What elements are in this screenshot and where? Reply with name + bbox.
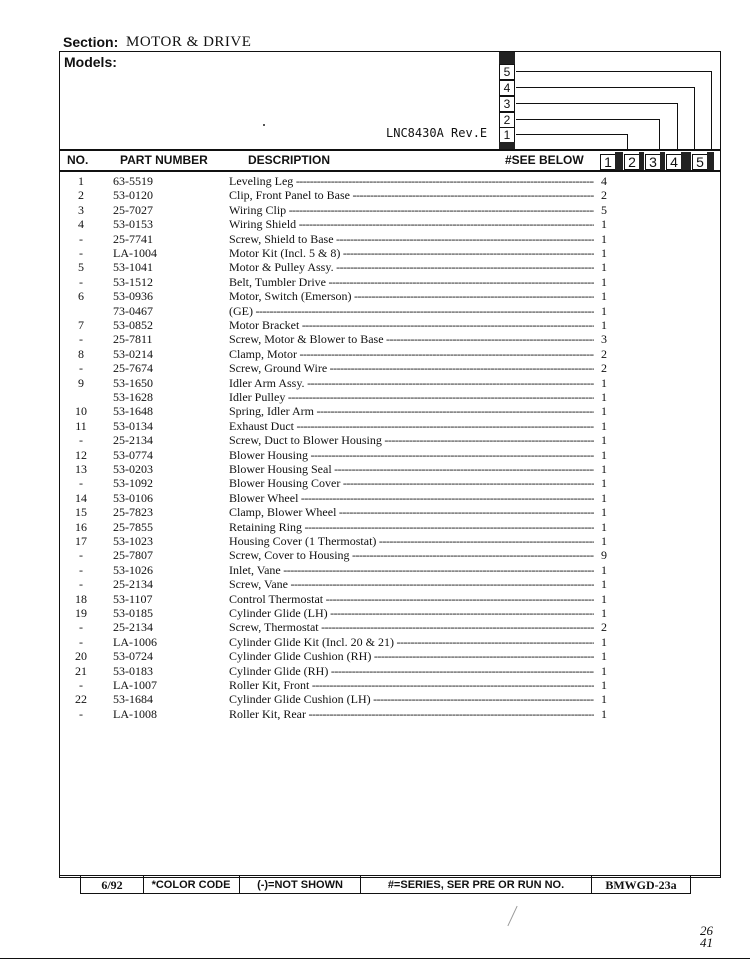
part-quantity: 1 — [601, 217, 607, 232]
table-row — [0, 678, 750, 693]
speck — [263, 124, 265, 126]
part-number: 25-7027 — [113, 202, 153, 217]
table-row — [0, 419, 750, 434]
table-row — [0, 376, 750, 391]
part-quantity: 1 — [601, 246, 607, 260]
part-number: 25-7807 — [113, 548, 153, 563]
row-number: - — [79, 274, 83, 289]
leader-line-5 — [516, 71, 711, 72]
row-number: - — [79, 361, 83, 376]
part-number: 53-1512 — [113, 274, 153, 289]
part-description: Motor, Switch (Emerson) ----- — [229, 289, 594, 304]
row-number: 16 — [75, 519, 87, 534]
row-number: 8 — [78, 346, 84, 361]
part-quantity: 1 — [601, 390, 607, 404]
part-description: Exhaust Duct ----- — [229, 419, 594, 434]
leader-drop-3 — [677, 103, 678, 151]
part-description: Cylinder Glide (RH) ----- — [229, 664, 594, 679]
part-number: 53-0214 — [113, 346, 153, 361]
row-number: - — [79, 476, 83, 491]
part-number: 53-1107 — [113, 591, 153, 606]
part-description: Cylinder Glide (LH) ----- — [229, 606, 594, 621]
part-description: Motor Kit (Incl. 5 & 8) ----- — [229, 246, 594, 261]
part-quantity: 2 — [601, 188, 607, 203]
part-quantity: 9 — [601, 548, 607, 563]
section-label: Section: — [63, 34, 119, 50]
table-row — [0, 174, 750, 189]
table-row — [0, 275, 750, 290]
row-number: 1 — [78, 174, 84, 188]
part-quantity: 1 — [601, 534, 607, 548]
model-column-2: 2 — [624, 154, 640, 170]
part-quantity: 1 — [601, 663, 607, 678]
row-number: 18 — [75, 591, 87, 606]
part-number: 53-0106 — [113, 490, 153, 505]
part-quantity: 1 — [601, 462, 607, 476]
part-number: 53-0774 — [113, 447, 153, 462]
table-row — [0, 318, 750, 333]
part-description: Housing Cover (1 Thermostat) ----- — [229, 534, 594, 549]
part-description: Spring, Idler Arm ----- — [229, 404, 594, 419]
section-title: MOTOR & DRIVE — [126, 34, 252, 50]
part-description: Clip, Front Panel to Base ----- — [229, 188, 594, 203]
table-row — [0, 620, 750, 635]
leader-drop-5 — [711, 71, 712, 151]
leader-line-4 — [516, 87, 694, 88]
footer-date: 6/92 — [80, 876, 144, 894]
part-description: Retaining Ring ----- — [229, 520, 594, 535]
table-row — [0, 260, 750, 275]
part-quantity: 1 — [601, 418, 607, 433]
model-box-4: 4 — [499, 80, 515, 96]
leader-drop-4 — [694, 87, 695, 151]
model-box-5: 5 — [499, 64, 515, 80]
part-number: 53-0183 — [113, 663, 153, 678]
table-row — [0, 404, 750, 419]
footer-series-note: #=SERIES, SER PRE OR RUN NO. — [361, 876, 592, 894]
part-number: LA-1006 — [113, 634, 157, 649]
part-quantity: 2 — [601, 361, 607, 376]
part-description: Wiring Shield ----- — [229, 217, 594, 232]
handwritten-page-note: 26 41 — [700, 923, 713, 950]
part-number: LA-1004 — [113, 246, 157, 260]
row-number: 19 — [75, 606, 87, 620]
part-quantity: 1 — [601, 505, 607, 520]
part-number: 25-7811 — [113, 332, 153, 347]
row-number: 3 — [78, 202, 84, 217]
part-description: Cylinder Glide Cushion (RH) ----- — [229, 649, 594, 664]
part-quantity: 1 — [601, 577, 607, 592]
part-quantity: 1 — [601, 692, 607, 707]
part-quantity: 1 — [601, 562, 607, 577]
row-number: - — [79, 620, 83, 635]
part-quantity: 1 — [601, 678, 607, 692]
part-number: 25-7741 — [113, 231, 153, 246]
model-box-3: 3 — [499, 96, 515, 112]
model-column-5: 5 — [692, 154, 708, 170]
part-description: Screw, Duct to Blower Housing ----- — [229, 433, 594, 448]
part-number: 53-0134 — [113, 418, 153, 433]
part-description: Leveling Leg ----- — [229, 174, 594, 189]
part-number: 53-0936 — [113, 289, 153, 304]
table-row — [0, 692, 750, 707]
part-quantity: 1 — [601, 375, 607, 390]
part-number: 25-2134 — [113, 433, 153, 448]
part-quantity: 1 — [601, 490, 607, 505]
row-number: - — [79, 433, 83, 448]
table-row — [0, 491, 750, 506]
part-number: 53-1092 — [113, 476, 153, 491]
table-row — [0, 592, 750, 607]
part-number: 53-1650 — [113, 375, 153, 390]
col-header-no: NO. — [67, 153, 89, 167]
part-description: Cylinder Glide Cushion (LH) ----- — [229, 692, 594, 707]
part-quantity: 1 — [601, 447, 607, 462]
models-label: Models: — [64, 54, 117, 70]
part-quantity: 2 — [601, 620, 607, 635]
stray-mark — [507, 906, 517, 926]
header-rule-top — [59, 149, 721, 151]
part-description: Roller Kit, Front ----- — [229, 678, 594, 693]
part-description: Screw, Motor & Blower to Base ----- — [229, 332, 594, 347]
col-header-description: DESCRIPTION — [248, 153, 331, 167]
part-description: Screw, Shield to Base ----- — [229, 232, 594, 247]
row-number: 2 — [78, 188, 84, 203]
part-description: Blower Housing ----- — [229, 448, 594, 463]
model-box-top-cap — [499, 52, 515, 64]
part-quantity: 1 — [601, 318, 607, 332]
part-description: Control Thermostat ----- — [229, 592, 594, 607]
part-description: Cylinder Glide Kit (Incl. 20 & 21) ----- — [229, 635, 594, 650]
part-quantity: 1 — [601, 519, 607, 534]
table-row — [0, 563, 750, 578]
part-number: 53-0852 — [113, 318, 153, 332]
part-description: Motor & Pulley Assy. ----- — [229, 260, 594, 275]
row-number: 9 — [78, 375, 84, 390]
table-row — [0, 534, 750, 549]
part-description: Blower Housing Seal ----- — [229, 462, 594, 477]
row-number: 11 — [75, 418, 87, 433]
part-description: Idler Arm Assy. ----- — [229, 376, 594, 391]
row-number: 14 — [75, 490, 87, 505]
part-number: 53-0153 — [113, 217, 153, 232]
row-number: - — [79, 577, 83, 592]
row-number: 20 — [75, 649, 87, 664]
row-number: - — [79, 678, 83, 692]
part-description: Screw, Vane ----- — [229, 577, 594, 592]
row-number: - — [79, 231, 83, 246]
part-quantity: 5 — [601, 202, 607, 217]
leader-line-3 — [516, 103, 677, 104]
part-number: LA-1007 — [113, 678, 157, 692]
part-description: Blower Housing Cover ----- — [229, 476, 594, 491]
col-header-part-number: PART NUMBER — [120, 153, 208, 167]
part-description: Idler Pulley ----- — [229, 390, 594, 405]
footer-color-code: *COLOR CODE — [143, 876, 240, 894]
part-quantity: 1 — [601, 404, 607, 419]
table-row — [0, 520, 750, 535]
part-number: 73-0467 — [113, 303, 153, 318]
model-column-divider — [615, 152, 623, 170]
model-column-divider — [707, 152, 714, 170]
row-number: - — [79, 706, 83, 721]
part-quantity: 4 — [601, 174, 607, 188]
part-quantity: 1 — [601, 634, 607, 649]
footer-not-shown: (-)=NOT SHOWN — [240, 876, 361, 894]
row-number: 7 — [78, 318, 84, 332]
part-description: Clamp, Motor ----- — [229, 347, 594, 362]
table-row — [0, 390, 750, 405]
part-number: 53-0120 — [113, 188, 153, 203]
table-row — [0, 347, 750, 362]
part-quantity: 1 — [601, 476, 607, 491]
part-quantity: 1 — [601, 433, 607, 448]
table-row — [0, 304, 750, 319]
table-row — [0, 707, 750, 722]
part-quantity: 1 — [601, 289, 607, 304]
part-quantity: 1 — [601, 606, 607, 620]
part-quantity: 1 — [601, 303, 607, 318]
row-number: 5 — [78, 260, 84, 275]
table-row — [0, 289, 750, 304]
footer-rule-bottom — [80, 893, 690, 894]
model-box-2: 2 — [499, 112, 515, 128]
part-description: Inlet, Vane ----- — [229, 563, 594, 578]
part-description: Clamp, Blower Wheel ----- — [229, 505, 594, 520]
table-row — [0, 548, 750, 563]
part-description: Screw, Ground Wire ----- — [229, 361, 594, 376]
part-number: 53-1026 — [113, 562, 153, 577]
document-code: LNC8430A Rev.E — [386, 126, 488, 140]
part-number: 53-1041 — [113, 260, 153, 275]
leader-line-2 — [516, 119, 659, 120]
row-number: - — [79, 548, 83, 563]
table-row — [0, 188, 750, 203]
part-quantity: 1 — [601, 231, 607, 246]
col-header-see-below: #SEE BELOW — [505, 153, 584, 167]
row-number: - — [79, 332, 83, 347]
table-row — [0, 635, 750, 650]
table-row — [0, 649, 750, 664]
part-description: Motor Bracket ----- — [229, 318, 594, 333]
table-row — [0, 664, 750, 679]
row-number: 22 — [75, 692, 87, 707]
row-number: 12 — [75, 447, 87, 462]
part-description: Roller Kit, Rear ----- — [229, 707, 594, 722]
part-description: Belt, Tumbler Drive ----- — [229, 275, 594, 290]
part-number: 25-2134 — [113, 620, 153, 635]
part-description: Blower Wheel ----- — [229, 491, 594, 506]
table-row — [0, 203, 750, 218]
model-box-1: 1 — [499, 127, 515, 143]
part-number: 53-0203 — [113, 462, 153, 476]
part-number: 25-2134 — [113, 577, 153, 592]
row-number: 17 — [75, 534, 87, 548]
part-quantity: 1 — [601, 706, 607, 721]
model-column-4: 4 — [666, 154, 682, 170]
table-row — [0, 217, 750, 232]
part-description: Screw, Cover to Housing ----- — [229, 548, 594, 563]
part-number: 25-7855 — [113, 519, 153, 534]
part-quantity: 1 — [601, 591, 607, 606]
model-column-divider — [639, 152, 644, 170]
model-column-1: 1 — [600, 154, 616, 170]
part-number: 53-1684 — [113, 692, 153, 707]
part-description: Screw, Thermostat ----- — [229, 620, 594, 635]
leader-line-1 — [516, 134, 627, 135]
header-rule-bottom — [59, 170, 721, 172]
leader-drop-2 — [659, 119, 660, 151]
model-column-divider — [660, 152, 665, 170]
table-row — [0, 606, 750, 621]
table-row — [0, 476, 750, 491]
table-row — [0, 232, 750, 247]
part-number: 53-1648 — [113, 404, 153, 419]
row-number: 15 — [75, 505, 87, 520]
row-number: - — [79, 246, 83, 260]
part-number: 53-0724 — [113, 649, 153, 664]
model-column-divider — [681, 152, 691, 170]
part-number: 53-1628 — [113, 390, 153, 404]
row-number: - — [79, 634, 83, 649]
part-number: 25-7823 — [113, 505, 153, 520]
row-number: 21 — [75, 663, 87, 678]
row-number: 13 — [75, 462, 87, 476]
part-quantity: 1 — [601, 260, 607, 275]
part-quantity: 1 — [601, 274, 607, 289]
model-column-3: 3 — [645, 154, 661, 170]
part-number: 25-7674 — [113, 361, 153, 376]
part-description: (GE) ----- — [229, 304, 594, 319]
part-quantity: 2 — [601, 346, 607, 361]
part-number: 63-5519 — [113, 174, 153, 188]
part-number: 53-1023 — [113, 534, 153, 548]
page-bottom-rule — [0, 958, 750, 959]
table-row — [0, 246, 750, 261]
part-number: 53-0185 — [113, 606, 153, 620]
part-number: LA-1008 — [113, 706, 157, 721]
table-row — [0, 577, 750, 592]
row-number: 10 — [75, 404, 87, 419]
table-row — [0, 332, 750, 347]
row-number: 4 — [78, 217, 84, 232]
table-row — [0, 448, 750, 463]
table-row — [0, 462, 750, 477]
table-row — [0, 505, 750, 520]
footer-page-code: BMWGD-23a — [592, 876, 691, 894]
part-quantity: 3 — [601, 332, 607, 347]
row-number: - — [79, 562, 83, 577]
part-quantity: 1 — [601, 649, 607, 664]
table-row — [0, 433, 750, 448]
part-description: Wiring Clip ----- — [229, 203, 594, 218]
row-number: 6 — [78, 289, 84, 304]
table-row — [0, 361, 750, 376]
